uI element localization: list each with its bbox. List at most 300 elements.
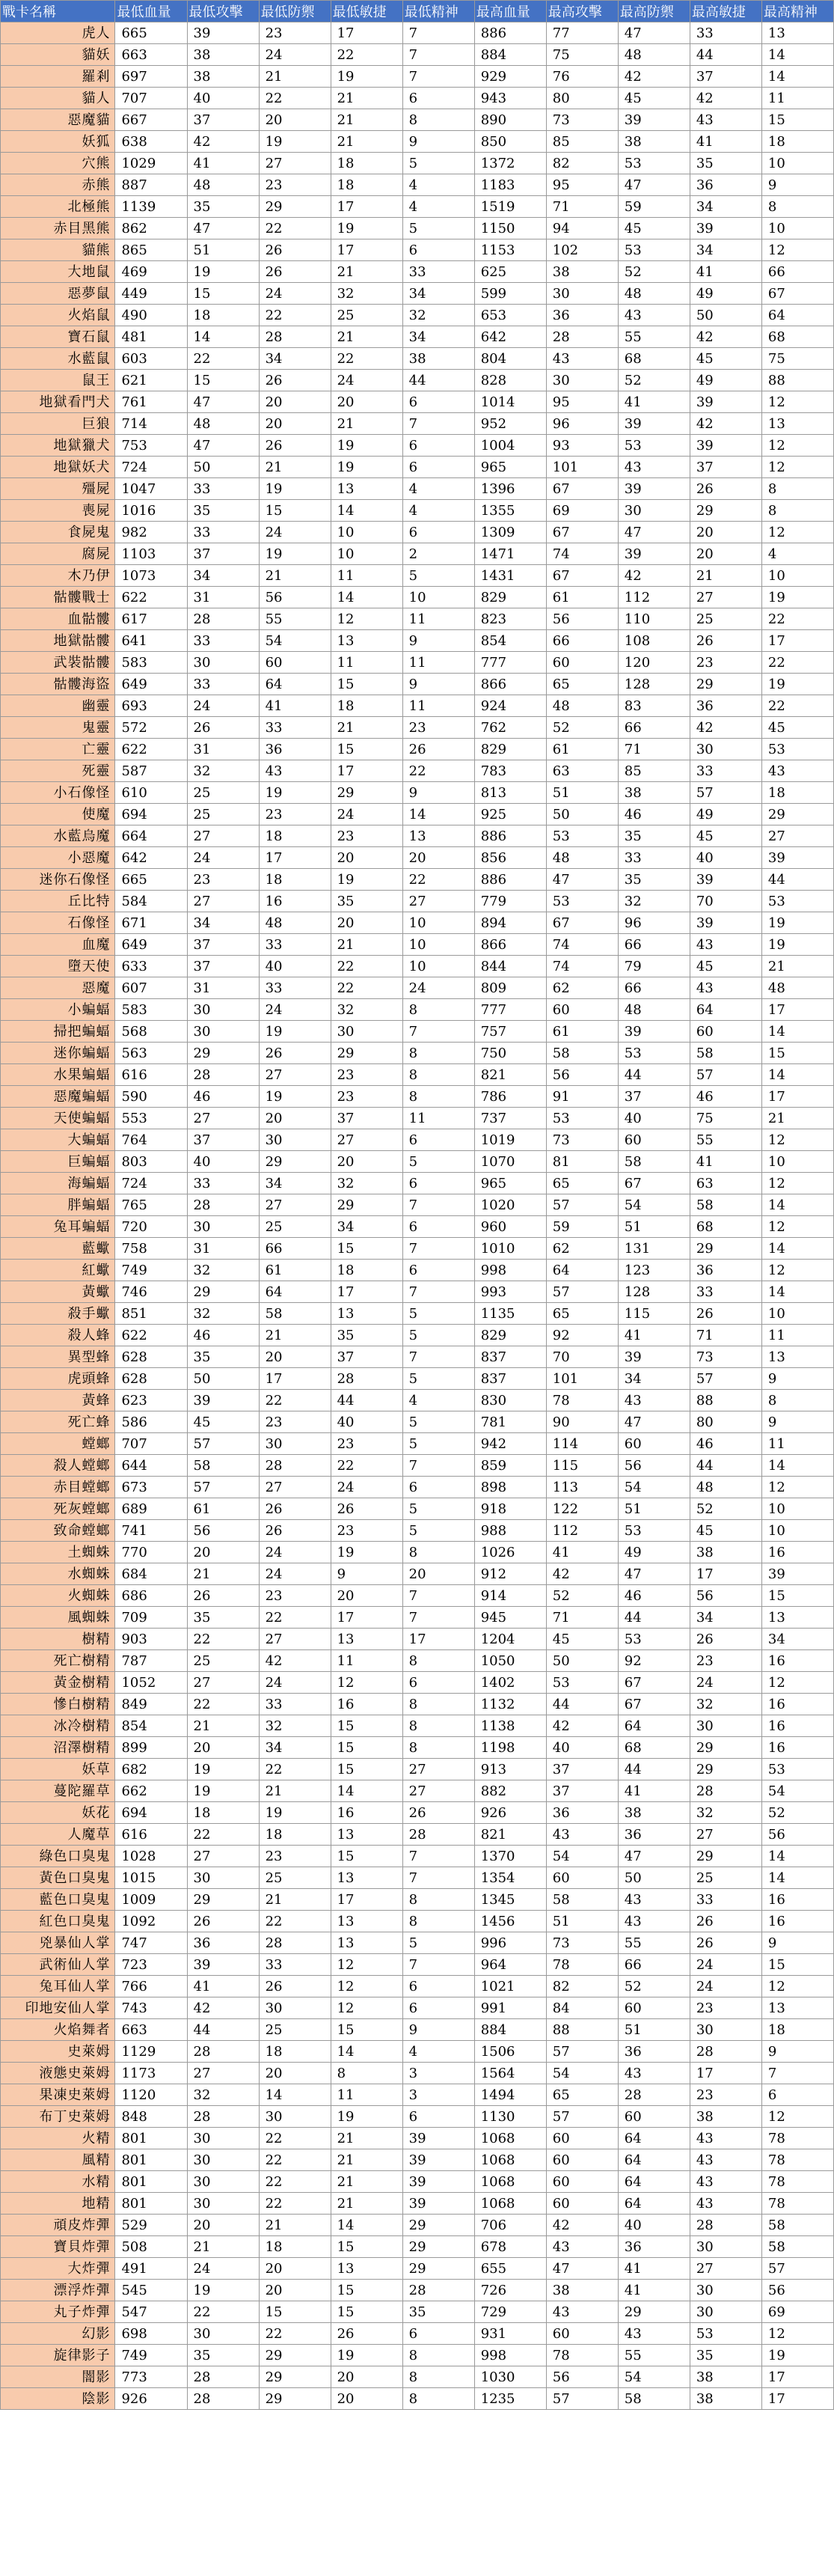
stat-cell: 26	[187, 1585, 259, 1607]
stat-cell: 38	[690, 1542, 761, 1563]
stat-cell: 508	[115, 2236, 187, 2258]
stat-cell: 24	[331, 804, 402, 825]
stat-cell: 19	[331, 869, 402, 891]
stat-cell: 43	[690, 2128, 761, 2149]
stat-cell: 19	[259, 543, 331, 565]
stat-cell: 943	[474, 88, 546, 109]
stat-cell: 40	[618, 1108, 690, 1129]
stat-cell: 37	[546, 1780, 618, 1802]
table-row	[1, 782, 834, 804]
stat-cell: 23	[259, 22, 331, 44]
stat-cell: 12	[761, 435, 833, 457]
stat-cell: 68	[761, 326, 833, 348]
table-row	[1, 1238, 834, 1260]
col-header-max-defense: 最高防禦	[618, 1, 690, 22]
table-row	[1, 1694, 834, 1715]
stat-cell: 41	[546, 1542, 618, 1563]
table-row	[1, 1151, 834, 1173]
stat-cell: 15	[331, 1759, 402, 1780]
stat-cell: 56	[690, 1585, 761, 1607]
card-name-cell: 液態史萊姆	[1, 2063, 115, 2084]
stat-cell: 20	[259, 2280, 331, 2301]
stat-cell: 10	[402, 934, 474, 956]
stat-cell: 45	[187, 1411, 259, 1433]
stat-cell: 786	[474, 1086, 546, 1108]
table-row	[1, 869, 834, 891]
table-row	[1, 218, 834, 239]
stat-cell: 68	[618, 1737, 690, 1759]
table-row	[1, 2345, 834, 2366]
stat-cell: 1070	[474, 1151, 546, 1173]
stat-cell: 50	[618, 1867, 690, 1889]
stat-cell: 24	[331, 370, 402, 391]
stat-cell: 5	[402, 1411, 474, 1433]
stat-cell: 1506	[474, 2041, 546, 2063]
table-row	[1, 1064, 834, 1086]
stat-cell: 12	[761, 391, 833, 413]
stat-cell: 15	[187, 370, 259, 391]
stat-cell: 16	[259, 891, 331, 912]
stat-cell: 27	[402, 1780, 474, 1802]
stat-cell: 34	[259, 348, 331, 370]
stat-cell: 20	[187, 1542, 259, 1563]
stat-cell: 924	[474, 695, 546, 717]
stat-cell: 913	[474, 1759, 546, 1780]
stat-cell: 43	[690, 2193, 761, 2215]
stat-cell: 664	[115, 825, 187, 847]
table-row	[1, 630, 834, 652]
stat-cell: 66	[618, 977, 690, 999]
stat-cell: 53	[690, 2323, 761, 2345]
stat-cell: 23	[259, 1411, 331, 1433]
stat-cell: 982	[115, 522, 187, 543]
card-name-cell: 火蜘蛛	[1, 1585, 115, 1607]
stat-cell: 41	[690, 261, 761, 283]
stat-cell: 12	[761, 1477, 833, 1498]
stat-cell: 30	[618, 500, 690, 522]
stat-cell: 39	[690, 869, 761, 891]
stat-cell: 761	[115, 391, 187, 413]
stat-cell: 1016	[115, 500, 187, 522]
stat-cell: 663	[115, 2019, 187, 2041]
table-row	[1, 2084, 834, 2106]
card-name-cell: 死亡蜂	[1, 1411, 115, 1433]
stat-cell: 851	[115, 1303, 187, 1325]
stat-cell: 30	[690, 2019, 761, 2041]
stat-cell: 15	[259, 500, 331, 522]
stat-cell: 115	[546, 1455, 618, 1477]
stat-cell: 40	[259, 956, 331, 977]
stat-cell: 14	[761, 1281, 833, 1303]
stat-cell: 48	[187, 413, 259, 435]
stat-cell: 59	[618, 196, 690, 218]
stat-cell: 68	[618, 348, 690, 370]
stat-cell: 60	[618, 1997, 690, 2019]
stat-cell: 15	[259, 2301, 331, 2323]
stat-cell: 15	[761, 109, 833, 131]
stat-cell: 866	[474, 934, 546, 956]
stat-cell: 35	[187, 1607, 259, 1629]
stat-cell: 60	[546, 652, 618, 674]
card-name-cell: 黃色口臭鬼	[1, 1867, 115, 1889]
stat-cell: 42	[690, 717, 761, 739]
stat-cell: 21	[331, 2149, 402, 2171]
stat-cell: 19	[187, 2280, 259, 2301]
col-header-min-spirit: 最低精神	[402, 1, 474, 22]
stat-cell: 24	[690, 1976, 761, 1997]
card-name-cell: 惡夢鼠	[1, 283, 115, 305]
stat-cell: 28	[259, 1455, 331, 1477]
stat-cell: 55	[690, 1129, 761, 1151]
stat-cell: 20	[259, 391, 331, 413]
stat-cell: 5	[402, 1498, 474, 1520]
card-name-cell: 貓妖	[1, 44, 115, 66]
stat-cell: 741	[115, 1520, 187, 1542]
card-name-cell: 赤目螳螂	[1, 1477, 115, 1498]
table-row	[1, 739, 834, 760]
stat-cell: 128	[618, 674, 690, 695]
stat-cell: 21	[331, 413, 402, 435]
stat-cell: 59	[546, 1216, 618, 1238]
stat-cell: 16	[761, 1715, 833, 1737]
stat-cell: 60	[546, 999, 618, 1021]
stat-cell: 35	[187, 2345, 259, 2366]
table-row	[1, 413, 834, 435]
table-row	[1, 2193, 834, 2215]
stat-cell: 14	[761, 44, 833, 66]
table-row	[1, 348, 834, 370]
stat-cell: 55	[618, 326, 690, 348]
card-name-cell: 貓人	[1, 88, 115, 109]
card-name-cell: 大地鼠	[1, 261, 115, 283]
stat-cell: 47	[618, 1563, 690, 1585]
card-name-cell: 兇暴仙人掌	[1, 1932, 115, 1954]
stat-cell: 9	[761, 1932, 833, 1954]
stat-cell: 112	[618, 587, 690, 608]
stat-cell: 67	[618, 1672, 690, 1694]
stat-cell: 991	[474, 1997, 546, 2019]
stat-cell: 33	[259, 1694, 331, 1715]
stat-cell: 21	[331, 88, 402, 109]
stat-cell: 22	[259, 2128, 331, 2149]
card-name-cell: 丸子炸彈	[1, 2301, 115, 2323]
stat-cell: 653	[474, 305, 546, 326]
stat-cell: 22	[259, 88, 331, 109]
stat-cell: 1204	[474, 1629, 546, 1650]
stat-cell: 801	[115, 2193, 187, 2215]
stat-cell: 1456	[474, 1911, 546, 1932]
stat-cell: 25	[259, 2019, 331, 2041]
stat-cell: 24	[259, 44, 331, 66]
table-row	[1, 608, 834, 630]
stat-cell: 1396	[474, 478, 546, 500]
stat-cell: 7	[761, 2063, 833, 2084]
stat-cell: 684	[115, 1563, 187, 1585]
stat-cell: 26	[402, 739, 474, 760]
stat-cell: 765	[115, 1194, 187, 1216]
stat-cell: 22	[259, 1390, 331, 1411]
stat-cell: 43	[618, 457, 690, 478]
card-name-cell: 黃蜂	[1, 1390, 115, 1411]
stat-cell: 6	[402, 1672, 474, 1694]
stat-cell: 10	[761, 218, 833, 239]
stat-cell: 15	[331, 739, 402, 760]
stat-cell: 1004	[474, 435, 546, 457]
stat-cell: 53	[761, 739, 833, 760]
stat-cell: 43	[618, 1911, 690, 1932]
stat-cell: 12	[761, 1216, 833, 1238]
stat-cell: 56	[761, 1824, 833, 1846]
table-row	[1, 760, 834, 782]
stat-cell: 18	[259, 2236, 331, 2258]
stat-cell: 57	[546, 2388, 618, 2410]
stat-cell: 43	[618, 305, 690, 326]
stat-cell: 491	[115, 2258, 187, 2280]
stat-cell: 36	[187, 1932, 259, 1954]
stat-cell: 32	[331, 283, 402, 305]
table-row	[1, 2128, 834, 2149]
stat-cell: 30	[187, 2171, 259, 2193]
stat-cell: 20	[402, 847, 474, 869]
stat-cell: 78	[761, 2149, 833, 2171]
stat-cell: 12	[331, 1976, 402, 1997]
stat-cell: 23	[331, 1433, 402, 1455]
stat-cell: 6	[761, 2084, 833, 2106]
stat-cell: 24	[259, 1672, 331, 1694]
stat-cell: 58	[690, 1194, 761, 1216]
stat-cell: 22	[761, 608, 833, 630]
card-name-cell: 陰影	[1, 2388, 115, 2410]
stat-cell: 6	[402, 1173, 474, 1194]
stat-cell: 94	[546, 218, 618, 239]
stat-cell: 5	[402, 1433, 474, 1455]
stat-cell: 34	[187, 912, 259, 934]
stat-cell: 30	[187, 2193, 259, 2215]
stat-cell: 22	[761, 652, 833, 674]
stat-cell: 66	[259, 1238, 331, 1260]
stat-cell: 13	[331, 1303, 402, 1325]
stat-cell: 82	[546, 1976, 618, 1997]
stat-cell: 663	[115, 44, 187, 66]
card-name-cell: 穴熊	[1, 153, 115, 174]
stat-cell: 64	[618, 2149, 690, 2171]
stat-cell: 75	[546, 44, 618, 66]
stat-cell: 1014	[474, 391, 546, 413]
stat-cell: 9	[402, 782, 474, 804]
stat-cell: 83	[618, 695, 690, 717]
stat-cell: 57	[761, 2258, 833, 2280]
stat-cell: 14	[761, 1455, 833, 1477]
stat-cell: 29	[402, 2215, 474, 2236]
stat-cell: 12	[331, 608, 402, 630]
table-row	[1, 1715, 834, 1737]
card-name-cell: 武裝骷髏	[1, 652, 115, 674]
stat-cell: 39	[690, 391, 761, 413]
stat-cell: 8	[402, 1043, 474, 1064]
stat-cell: 3	[402, 2084, 474, 2106]
stat-cell: 17	[761, 2388, 833, 2410]
stat-cell: 51	[618, 1216, 690, 1238]
stat-cell: 6	[402, 1216, 474, 1238]
col-header-card-name: 戰卡名稱	[1, 1, 115, 22]
stat-cell: 22	[402, 760, 474, 782]
card-name-cell: 火焰鼠	[1, 305, 115, 326]
stat-cell: 14	[331, 500, 402, 522]
stat-cell: 5	[402, 218, 474, 239]
stat-cell: 108	[618, 630, 690, 652]
stat-cell: 18	[761, 2019, 833, 2041]
stat-cell: 50	[690, 305, 761, 326]
stat-cell: 1029	[115, 153, 187, 174]
stat-cell: 29	[690, 1737, 761, 1759]
stat-cell: 14	[761, 1867, 833, 1889]
stat-cell: 14	[402, 804, 474, 825]
stat-cell: 633	[115, 956, 187, 977]
stat-cell: 749	[115, 2345, 187, 2366]
stat-cell: 27	[187, 825, 259, 847]
table-row	[1, 478, 834, 500]
stat-cell: 15	[331, 2301, 402, 2323]
stat-cell: 79	[618, 956, 690, 977]
stat-cell: 52	[546, 717, 618, 739]
stat-cell: 101	[546, 457, 618, 478]
stat-cell: 912	[474, 1563, 546, 1585]
card-name-cell: 火精	[1, 2128, 115, 2149]
table-row	[1, 44, 834, 66]
stat-cell: 54	[546, 2063, 618, 2084]
stat-cell: 33	[187, 674, 259, 695]
stat-cell: 35	[331, 1325, 402, 1346]
stat-cell: 884	[474, 2019, 546, 2041]
stat-cell: 801	[115, 2149, 187, 2171]
stat-cell: 490	[115, 305, 187, 326]
stat-cell: 813	[474, 782, 546, 804]
stat-cell: 587	[115, 760, 187, 782]
card-name-cell: 地獄妖犬	[1, 457, 115, 478]
stat-cell: 34	[259, 1737, 331, 1759]
stat-cell: 8	[402, 1650, 474, 1672]
stat-cell: 60	[546, 2171, 618, 2193]
stat-cell: 17	[761, 1086, 833, 1108]
stat-cell: 965	[474, 457, 546, 478]
stat-cell: 30	[690, 739, 761, 760]
card-name-cell: 水藍鼠	[1, 348, 115, 370]
stat-cell: 31	[187, 977, 259, 999]
stat-cell: 563	[115, 1043, 187, 1064]
card-name-cell: 布丁史萊姆	[1, 2106, 115, 2128]
stat-cell: 14	[331, 1780, 402, 1802]
stat-cell: 37	[187, 934, 259, 956]
stat-cell: 7	[402, 22, 474, 44]
stat-cell: 58	[259, 1303, 331, 1325]
table-row	[1, 1477, 834, 1498]
stat-cell: 15	[331, 2280, 402, 2301]
table-row	[1, 1585, 834, 1607]
stat-cell: 18	[187, 305, 259, 326]
stat-cell: 53	[618, 153, 690, 174]
stat-cell: 53	[618, 1520, 690, 1542]
stat-cell: 28	[690, 1780, 761, 1802]
stat-cell: 21	[331, 2128, 402, 2149]
stat-cell: 15	[761, 1954, 833, 1976]
table-row	[1, 1325, 834, 1346]
stat-cell: 7	[402, 1021, 474, 1043]
stat-cell: 33	[259, 977, 331, 999]
stat-cell: 18	[259, 869, 331, 891]
table-row	[1, 2366, 834, 2388]
stat-cell: 8	[761, 478, 833, 500]
stat-cell: 568	[115, 1021, 187, 1043]
stat-cell: 33	[402, 261, 474, 283]
stat-cell: 628	[115, 1346, 187, 1368]
card-name-cell: 頑皮炸彈	[1, 2215, 115, 2236]
table-row	[1, 804, 834, 825]
stat-cell: 828	[474, 370, 546, 391]
stat-cell: 848	[115, 2106, 187, 2128]
stat-cell: 71	[546, 196, 618, 218]
stat-cell: 14	[761, 1194, 833, 1216]
stat-cell: 11	[331, 565, 402, 587]
stat-cell: 749	[115, 1260, 187, 1281]
stat-cell: 33	[259, 1954, 331, 1976]
col-header-min-attack: 最低攻擊	[187, 1, 259, 22]
stat-cell: 43	[690, 977, 761, 999]
stat-cell: 9	[761, 2041, 833, 2063]
stat-cell: 1471	[474, 543, 546, 565]
stat-cell: 10	[331, 522, 402, 543]
stat-cell: 45	[690, 956, 761, 977]
stat-cell: 60	[546, 1867, 618, 1889]
stat-cell: 856	[474, 847, 546, 869]
stat-cell: 55	[618, 2345, 690, 2366]
stat-cell: 20	[259, 2063, 331, 2084]
stat-cell: 10	[761, 1151, 833, 1173]
stat-cell: 7	[402, 1607, 474, 1629]
stat-cell: 34	[618, 1368, 690, 1390]
stat-cell: 52	[690, 1498, 761, 1520]
stat-cell: 45	[690, 1520, 761, 1542]
stat-cell: 44	[618, 1064, 690, 1086]
stat-cell: 6	[402, 2323, 474, 2345]
stat-cell: 32	[187, 2084, 259, 2106]
stat-cell: 16	[761, 1694, 833, 1715]
stat-cell: 20	[690, 543, 761, 565]
table-row	[1, 1737, 834, 1759]
stat-cell: 88	[761, 370, 833, 391]
stat-cell: 23	[259, 1585, 331, 1607]
stat-cell: 22	[259, 2193, 331, 2215]
table-row	[1, 391, 834, 413]
stat-cell: 1135	[474, 1303, 546, 1325]
stat-cell: 50	[187, 457, 259, 478]
stat-cell: 24	[187, 2258, 259, 2280]
stat-cell: 60	[546, 2149, 618, 2171]
stat-cell: 586	[115, 1411, 187, 1433]
stat-cell: 34	[187, 565, 259, 587]
stat-cell: 655	[474, 2258, 546, 2280]
stat-cell: 18	[761, 131, 833, 153]
stat-cell: 29	[690, 1846, 761, 1867]
stat-cell: 38	[618, 1802, 690, 1824]
stat-cell: 38	[402, 348, 474, 370]
stat-cell: 1009	[115, 1889, 187, 1911]
stat-cell: 13	[331, 1629, 402, 1650]
stat-cell: 14	[761, 66, 833, 88]
stat-cell: 19	[761, 674, 833, 695]
stat-cell: 21	[187, 2236, 259, 2258]
stat-cell: 529	[115, 2215, 187, 2236]
stat-cell: 649	[115, 674, 187, 695]
